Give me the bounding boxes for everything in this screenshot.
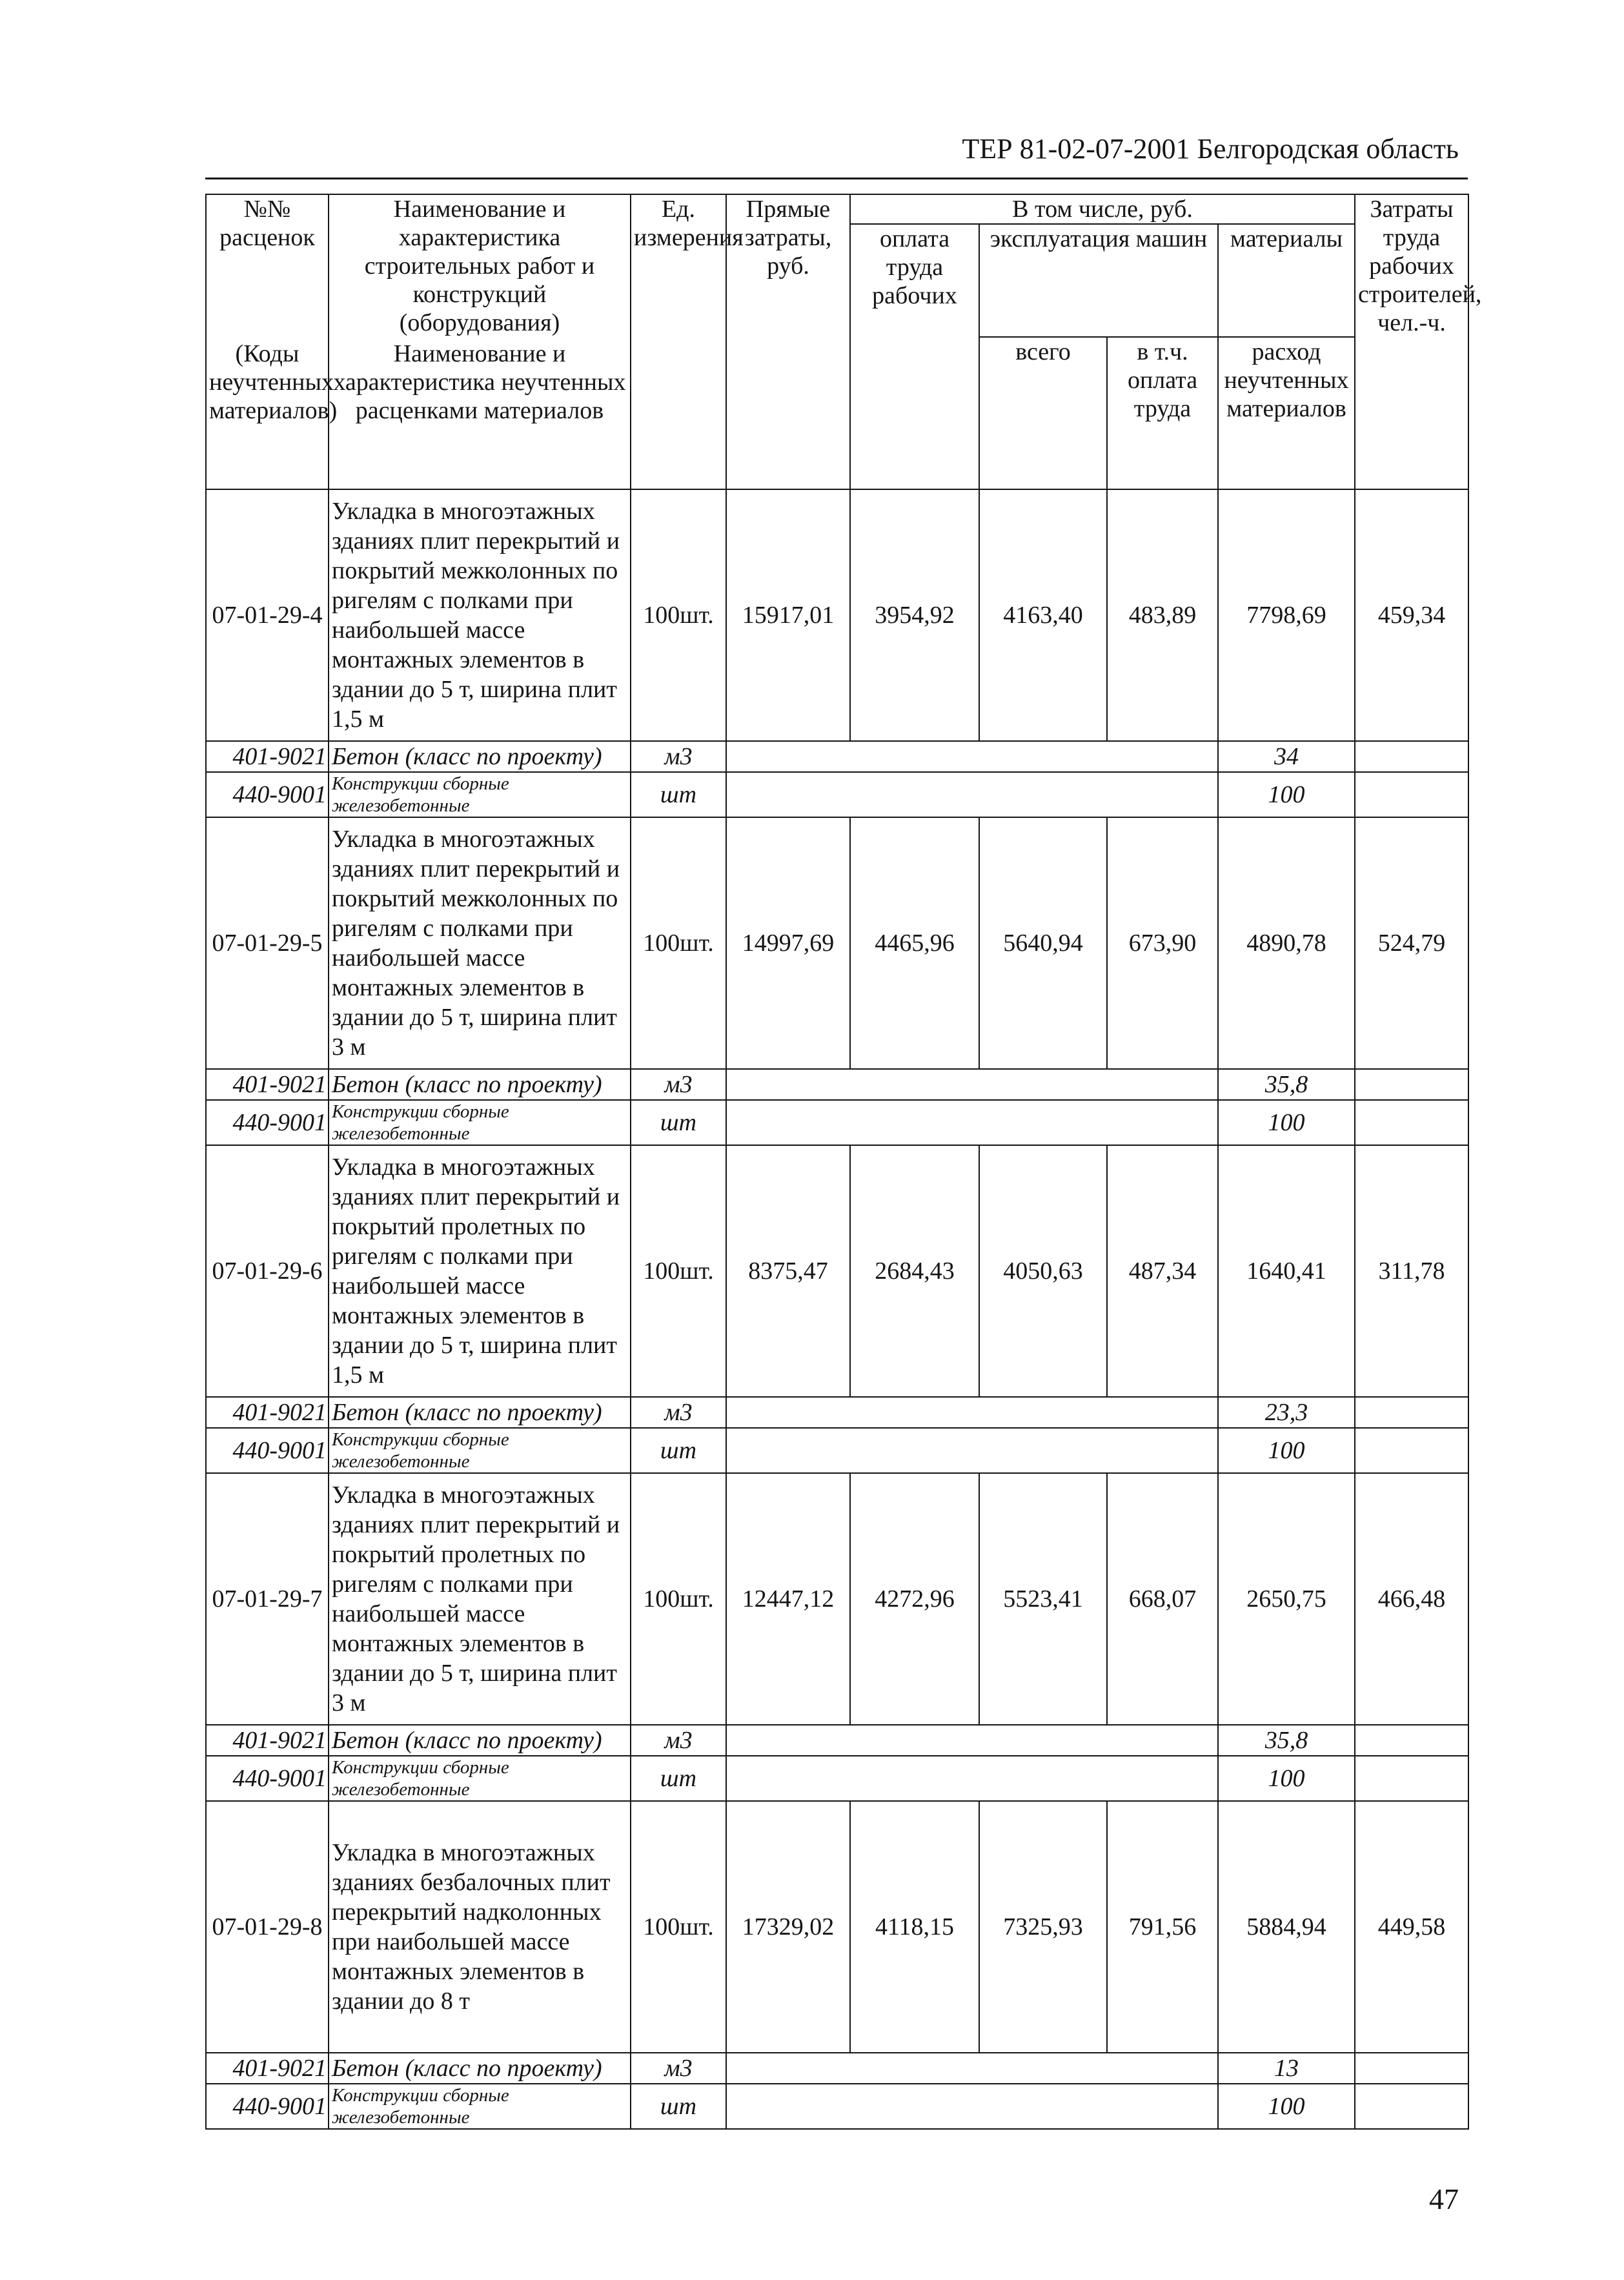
material-unit: шт [631, 1428, 726, 1473]
material-empty-span [726, 1069, 1218, 1100]
rate-machines-wages: 487,34 [1107, 1145, 1218, 1397]
material-quantity: 35,8 [1218, 1069, 1355, 1100]
material-quantity: 100 [1218, 1100, 1355, 1145]
material-name: Бетон (класс по проекту) [329, 1725, 631, 1756]
material-code: 440-9001 [206, 1756, 329, 1801]
material-row [206, 1725, 1468, 1756]
material-labor-empty [1355, 741, 1468, 772]
material-row [206, 741, 1468, 772]
rate-machines-total: 7325,93 [979, 1801, 1107, 2053]
material-row [206, 1069, 1468, 1100]
material-code: 401-9021 [206, 1069, 329, 1100]
material-labor-empty [1355, 772, 1468, 817]
rate-row [206, 817, 1468, 1069]
material-code: 440-9001 [206, 772, 329, 817]
material-empty-span [726, 741, 1218, 772]
rate-unit: 100шт. [631, 1473, 726, 1725]
material-empty-span [726, 1428, 1218, 1473]
rate-direct-costs: 15917,01 [726, 489, 850, 741]
rate-code: 07-01-29-5 [206, 817, 329, 1069]
material-quantity: 100 [1218, 2084, 1355, 2129]
rate-wages: 4465,96 [850, 817, 979, 1069]
material-name: Бетон (класс по проекту) [329, 2053, 631, 2084]
header-material-codes: (Коды неучтенных материалов) [206, 337, 329, 489]
material-empty-span [726, 1725, 1218, 1756]
material-quantity: 35,8 [1218, 1725, 1355, 1756]
material-row [206, 1756, 1468, 1801]
rate-machines-wages: 791,56 [1107, 1801, 1218, 2053]
rate-machines-wages: 668,07 [1107, 1473, 1218, 1725]
rate-code: 07-01-29-7 [206, 1473, 329, 1725]
material-unit: шт [631, 2084, 726, 2129]
rate-row [206, 1473, 1468, 1725]
header-rule [205, 178, 1468, 179]
rate-description: Укладка в многоэтажных зданиях плит перекрытий и покрытий межколонных по ригелям с полками при наибольшей массе монтажных элементов в здании до 5 т, ширина плит 3 м [329, 817, 631, 1069]
material-quantity: 100 [1218, 772, 1355, 817]
material-name: Конструкции сборные железобетонные [329, 2084, 631, 2129]
rate-materials: 7798,69 [1218, 489, 1355, 741]
material-empty-span [726, 772, 1218, 817]
rate-machines-wages: 673,90 [1107, 817, 1218, 1069]
header-unit: Ед. измерения [631, 194, 726, 489]
material-quantity: 100 [1218, 1756, 1355, 1801]
material-code: 440-9001 [206, 1428, 329, 1473]
header-work-name: Наименование и характеристика строительных работ и конструкций (оборудования) [329, 194, 631, 337]
material-quantity: 23,3 [1218, 1397, 1355, 1428]
rate-machines-total: 5523,41 [979, 1473, 1107, 1725]
rate-wages: 4272,96 [850, 1473, 979, 1725]
material-unit: шт [631, 1756, 726, 1801]
rate-unit: 100шт. [631, 1801, 726, 2053]
material-empty-span [726, 1100, 1218, 1145]
rate-code: 07-01-29-8 [206, 1801, 329, 2053]
rate-row [206, 489, 1468, 741]
rate-machines-total: 4050,63 [979, 1145, 1107, 1397]
rate-materials: 2650,75 [1218, 1473, 1355, 1725]
rate-code: 07-01-29-6 [206, 1145, 329, 1397]
material-empty-span [726, 1397, 1218, 1428]
rate-direct-costs: 12447,12 [726, 1473, 850, 1725]
material-empty-span [726, 2084, 1218, 2129]
material-labor-empty [1355, 2084, 1468, 2129]
material-labor-empty [1355, 1397, 1468, 1428]
material-unit: м3 [631, 2053, 726, 2084]
material-row [206, 2084, 1468, 2129]
rate-machines-total: 4163,40 [979, 489, 1107, 741]
rate-direct-costs: 14997,69 [726, 817, 850, 1069]
rate-description: Укладка в многоэтажных зданиях безбалочных плит перекрытий надколонных при наибольшей массе монтажных элементов в здании до 8 т [329, 1801, 631, 2053]
material-unit: шт [631, 772, 726, 817]
material-unit: м3 [631, 1069, 726, 1100]
material-code: 401-9021 [206, 2053, 329, 2084]
rate-labor-costs: 311,78 [1355, 1145, 1468, 1397]
material-quantity: 34 [1218, 741, 1355, 772]
material-code: 440-9001 [206, 2084, 329, 2129]
material-row [206, 772, 1468, 817]
material-labor-empty [1355, 1725, 1468, 1756]
material-unit: м3 [631, 1397, 726, 1428]
rate-machines-wages: 483,89 [1107, 489, 1218, 741]
material-name: Бетон (класс по проекту) [329, 1069, 631, 1100]
material-code: 401-9021 [206, 1397, 329, 1428]
rate-materials: 5884,94 [1218, 1801, 1355, 2053]
header-labor-costs: Затраты труда рабочих строителей, чел.-ч. [1355, 194, 1468, 489]
rate-direct-costs: 17329,02 [726, 1801, 850, 2053]
header-machines: эксплуатация машин [979, 224, 1218, 337]
material-unit: м3 [631, 741, 726, 772]
material-labor-empty [1355, 2053, 1468, 2084]
material-row [206, 1397, 1468, 1428]
material-code: 401-9021 [206, 741, 329, 772]
header-material-names: Наименование и характеристика неучтенных расценками материалов [329, 337, 631, 489]
header-materials-unaccounted: расход неучтенных материалов [1218, 337, 1355, 489]
rate-wages: 4118,15 [850, 1801, 979, 2053]
rate-unit: 100шт. [631, 817, 726, 1069]
rate-labor-costs: 459,34 [1355, 489, 1468, 741]
material-labor-empty [1355, 1756, 1468, 1801]
material-quantity: 100 [1218, 1428, 1355, 1473]
material-empty-span [726, 1756, 1218, 1801]
document-title: ТЕР 81-02-07-2001 Белгородская область [962, 133, 1459, 165]
rate-description: Укладка в многоэтажных зданиях плит перекрытий и покрытий межколонных по ригелям с полками при наибольшей массе монтажных элементов в здании до 5 т, ширина плит 1,5 м [329, 489, 631, 741]
header-wages: оплата труда рабочих [850, 224, 979, 489]
rate-direct-costs: 8375,47 [726, 1145, 850, 1397]
page-number: 47 [1429, 2183, 1459, 2215]
rate-wages: 2684,43 [850, 1145, 979, 1397]
header-machines-total: всего [979, 337, 1107, 489]
rate-materials: 1640,41 [1218, 1145, 1355, 1397]
header-materials: материалы [1218, 224, 1355, 337]
rate-wages: 3954,92 [850, 489, 979, 741]
material-empty-span [726, 2053, 1218, 2084]
material-labor-empty [1355, 1100, 1468, 1145]
material-code: 401-9021 [206, 1725, 329, 1756]
rate-materials: 4890,78 [1218, 817, 1355, 1069]
rate-unit: 100шт. [631, 1145, 726, 1397]
material-name: Конструкции сборные железобетонные [329, 1756, 631, 1801]
material-name: Конструкции сборные железобетонные [329, 1428, 631, 1473]
rate-description: Укладка в многоэтажных зданиях плит перекрытий и покрытий пролетных по ригелям с полками при наибольшей массе монтажных элементов в здании до 5 т, ширина плит 1,5 м [329, 1145, 631, 1397]
material-name: Бетон (класс по проекту) [329, 741, 631, 772]
material-unit: шт [631, 1100, 726, 1145]
rate-row [206, 1801, 1468, 2053]
header-including: В том числе, руб. [850, 194, 1355, 224]
material-row [206, 1428, 1468, 1473]
material-labor-empty [1355, 1069, 1468, 1100]
material-name: Бетон (класс по проекту) [329, 1397, 631, 1428]
rate-description: Укладка в многоэтажных зданиях плит перекрытий и покрытий пролетных по ригелям с полками при наибольшей массе монтажных элементов в здании до 5 т, ширина плит 3 м [329, 1473, 631, 1725]
material-name: Конструкции сборные железобетонные [329, 1100, 631, 1145]
rate-row [206, 1145, 1468, 1397]
rate-machines-total: 5640,94 [979, 817, 1107, 1069]
header-direct-costs: Прямые затраты, руб. [726, 194, 850, 489]
material-row [206, 2053, 1468, 2084]
material-name: Конструкции сборные железобетонные [329, 772, 631, 817]
rate-unit: 100шт. [631, 489, 726, 741]
material-labor-empty [1355, 1428, 1468, 1473]
rate-labor-costs: 466,48 [1355, 1473, 1468, 1725]
material-unit: м3 [631, 1725, 726, 1756]
rate-labor-costs: 524,79 [1355, 817, 1468, 1069]
rate-labor-costs: 449,58 [1355, 1801, 1468, 2053]
material-quantity: 13 [1218, 2053, 1355, 2084]
rates-table [205, 194, 1482, 2130]
header-rate-number: №№ расценок [206, 194, 329, 337]
rate-code: 07-01-29-4 [206, 489, 329, 741]
material-code: 440-9001 [206, 1100, 329, 1145]
header-machines-wages: в т.ч. оплата труда [1107, 337, 1218, 489]
material-row [206, 1100, 1468, 1145]
